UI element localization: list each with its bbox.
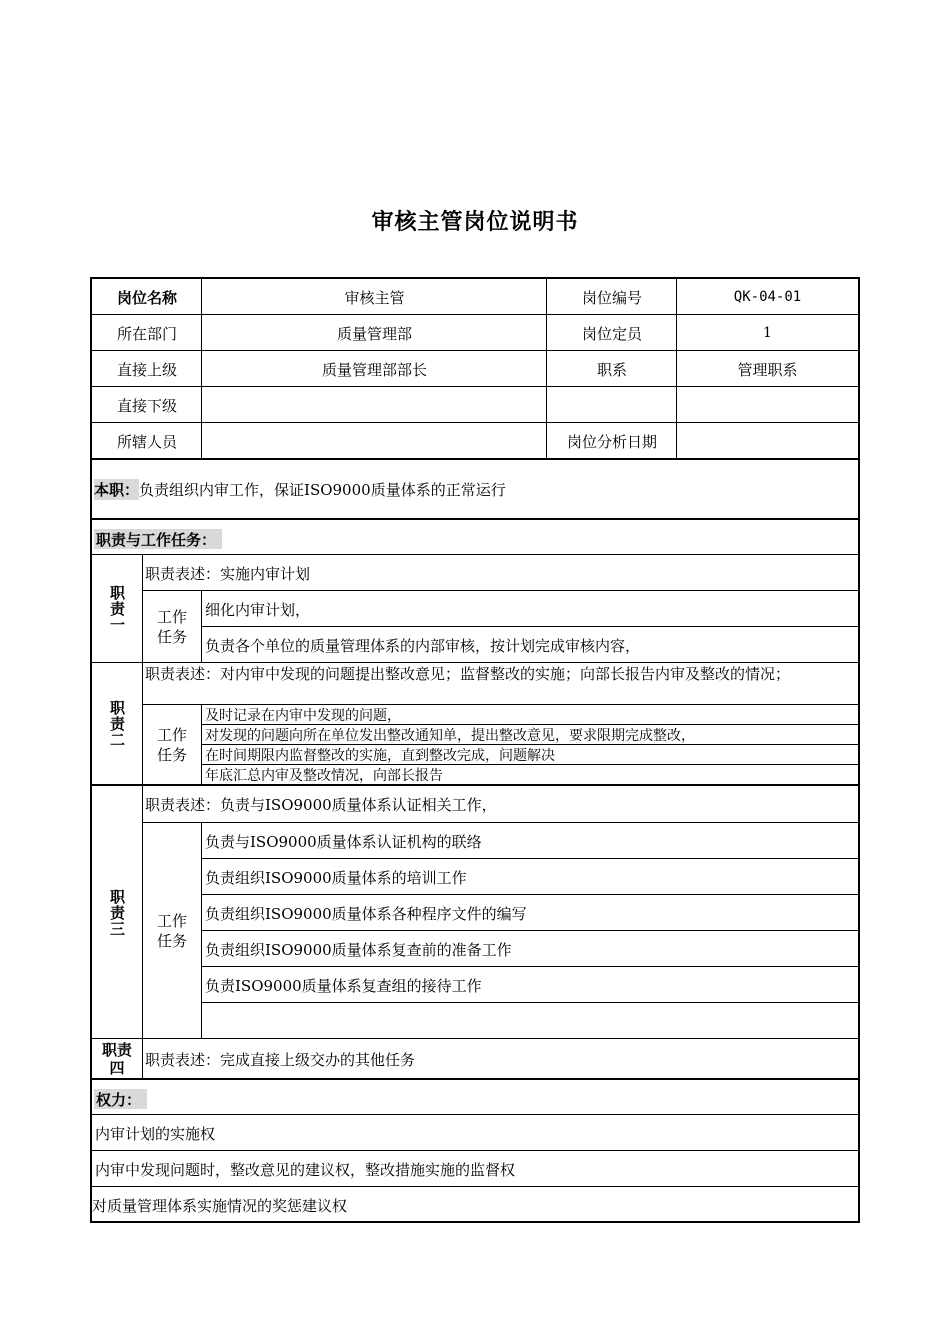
subordinate-label: 直接下级: [116, 396, 177, 415]
analysis-date-value: [677, 423, 858, 459]
job-description-table: [90, 277, 860, 1223]
duty-1-task-2: 负责各个单位的质量管理体系的内部审核，按计划完成审核内容，: [205, 636, 641, 655]
duty-3-task-6: [205, 1003, 855, 1039]
analysis-date-label: 岗位分析日期: [566, 432, 657, 451]
power-2: 内审中发现问题时，整改意见的建议权，整改措施实施的监督权: [95, 1160, 516, 1179]
duty-1-label-text: 职责一: [108, 585, 126, 633]
core-duty-text: 负责组织内审工作，保证ISO9000质量体系的正常运行: [139, 480, 506, 499]
duty-3-task-4: 负责组织ISO9000质量体系复查前的准备工作: [205, 940, 512, 959]
duty-2-task-2: 对发现的问题向所在单位发出整改通知单，提出整改意见，要求限期完成整改，: [205, 728, 695, 744]
duty-3-task-3: 负责组织ISO9000质量体系各种程序文件的编写: [205, 904, 527, 923]
powers-heading: 权力：: [94, 1089, 147, 1109]
duty-3-task-1: 负责与ISO9000质量体系认证机构的联络: [205, 832, 482, 851]
duty-1-task-label-text: 工作任务: [156, 608, 187, 646]
job-title-value: 审核主管: [344, 288, 405, 307]
staff-label: 所辖人员: [116, 432, 177, 451]
power-3: 对质量管理体系实施情况的奖惩建议权: [92, 1196, 348, 1215]
duty-4-label-text: 职责四: [101, 1041, 132, 1077]
document-title: 审核主管岗位说明书: [371, 210, 579, 235]
supervisor-label: 直接上级: [116, 360, 177, 379]
row4-value2: [677, 387, 858, 423]
duty-1-description: 职责表述：实施内审计划: [145, 564, 311, 583]
duty-3-task-2: 负责组织ISO9000质量体系的培训工作: [205, 868, 467, 887]
duty-3-description: 职责表述：负责与ISO9000质量体系认证相关工作，: [145, 795, 497, 814]
row4-label2: [547, 387, 677, 423]
core-duty-label: 本职：: [94, 480, 140, 499]
duty-1-task-label: [143, 607, 201, 647]
duty-4-label: [92, 1039, 142, 1079]
duty-2-task-1: 及时记录在内审中发现的问题，: [205, 708, 401, 724]
duty-3-label-text: 职责三: [108, 888, 126, 937]
job-family-label: 职系: [596, 360, 627, 379]
department-label: 所在部门: [116, 324, 177, 343]
duty-3-label: [92, 786, 142, 1039]
headcount-label: 岗位定员: [581, 324, 642, 343]
duty-1-label: [92, 555, 142, 663]
duty-2-label: [92, 663, 142, 785]
supervisor-value: 质量管理部部长: [321, 360, 427, 379]
subordinate-value: [202, 387, 547, 423]
duty-2-label-text: 职责二: [108, 700, 126, 748]
duty-2-task-label-text: 工作任务: [156, 726, 187, 764]
duty-2-task-3: 在时间期限内监督整改的实施，直到整改完成，问题解决: [205, 748, 555, 764]
job-code-value: QK-04-01: [733, 289, 802, 305]
job-code-label: 岗位编号: [581, 288, 642, 307]
department-value: 质量管理部: [336, 324, 412, 343]
duty-2-description: 职责表述：对内审中发现的问题提出整改意见；监督整改的实施；向部长报告内审及整改的情况；: [145, 665, 791, 683]
job-title-label: 岗位名称: [116, 288, 177, 307]
duty-2-task-4: 年底汇总内审及整改情况，向部长报告: [205, 768, 443, 784]
core-duty: [94, 460, 854, 518]
duties-heading: 职责与工作任务：: [94, 529, 222, 549]
duty-4-description: 职责表述：完成直接上级交办的其他任务: [145, 1050, 416, 1069]
duty-3-task-label: [143, 911, 201, 951]
staff-value: [202, 423, 547, 459]
power-1: 内审计划的实施权: [95, 1124, 216, 1143]
job-family-value: 管理职系: [737, 360, 798, 379]
duty-3-task-5: 负责ISO9000质量体系复查组的接待工作: [205, 976, 482, 995]
duty-2-task-label: [143, 725, 201, 765]
headcount-value: 1: [763, 325, 772, 341]
duty-3-task-label-text: 工作任务: [156, 912, 187, 950]
duty-1-task-1: 细化内审计划，: [205, 600, 311, 619]
